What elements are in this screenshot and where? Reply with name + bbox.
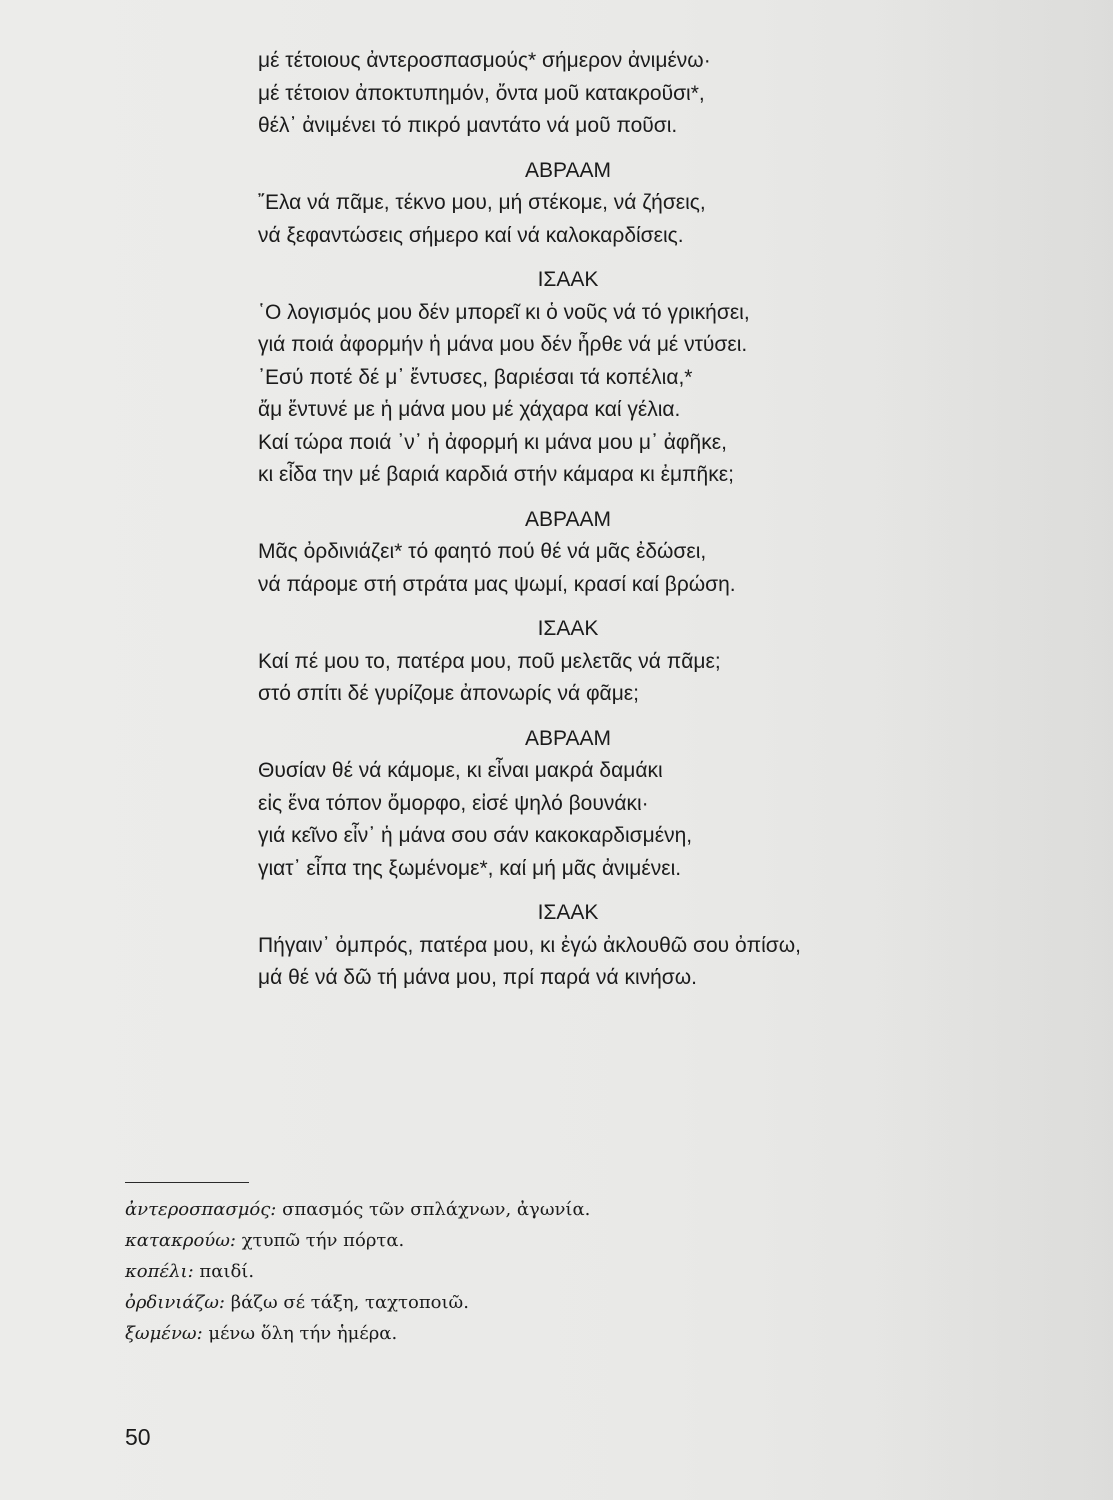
footnote-definition: μένω ὅλη τήν ἡμέρα. [208,1323,398,1344]
footnote-definition: χτυπῶ τήν πόρτα. [241,1230,405,1251]
verse-line: ῎Ελα νά πᾶμε, τέκνο μου, μή στέκομε, νά ζήσεις, [258,191,706,214]
footnote-term: κατακρούω: [125,1230,236,1251]
verse-line: γιά κεῖνο εἶν᾿ ἡ μάνα σου σάν κακοκαρδισμένη, [258,824,693,847]
verse-line: μέ τέτοιον ἀποκτυπημόν, ὄντα μοῦ κατακροῦσι*, [258,81,705,105]
footnote-definition: παιδί. [199,1261,255,1282]
verse-line: γιατ᾿ εἶπα της ξωμένομε*, καί μή μᾶς ἀνιμένει. [258,856,682,880]
speaker-heading: ΙΣΑΑΚ [537,617,599,640]
page-number: 50 [125,1424,151,1450]
verse-block [258,45,938,995]
verse-line: εἰς ἕνα τόπον ὄμορφο, εἰσέ ψηλό βουνάκι· [258,791,649,815]
verse-line: μέ τέτοιους ἀντεροσπασμούς* σήμερον ἀνιμένω· [258,49,711,72]
verse-line: ῾Ο λογισμός μου δέν μπορεῖ κι ὁ νοῦς νά τό γρικήσει, [258,300,750,324]
verse-line: μά θέ νά δῶ τή μάνα μου, πρί παρά νά κινήσω. [258,966,698,989]
verse-line: κι εἶδα την μέ βαριά καρδιά στήν κάμαρα κι ἐμπῆκε; [258,463,734,486]
footnotes [125,1194,590,1349]
footnote-term: ξωμένω: [125,1323,203,1344]
verse-line: στό σπίτι δέ γυρίζομε ἀπονωρίς νά φᾶμε; [258,682,639,705]
footnote-term: ὀρδινιάζω: [125,1292,225,1313]
speaker-heading: ΙΣΑΑΚ [537,901,599,924]
speaker-heading: ΑΒΡΑΑΜ [525,507,611,531]
footnote [125,1287,590,1318]
footnote-definition: σπασμός τῶν σπλάχνων, ἀγωνία. [282,1199,591,1220]
footnote-term: κοπέλι: [125,1261,194,1282]
footnote-definition: βάζω σέ τάξη, ταχτοποιῶ. [230,1292,469,1313]
footnote-rule [125,1182,249,1183]
verse-line: θέλ᾿ ἀνιμένει τό πικρό μαντάτο νά μοῦ ποῦσι. [258,114,678,137]
verse-line: ἄμ ἔντυνέ με ἡ μάνα μου μέ χάχαρα καί γέλια. [258,398,681,421]
footnote [125,1256,590,1287]
footnote [125,1318,590,1349]
footnote-term: ἀντεροσπασμός: [125,1199,277,1220]
speaker-heading: ΑΒΡΑΑΜ [525,726,611,750]
speaker-heading: ΙΣΑΑΚ [537,268,599,291]
footnote [125,1225,590,1256]
verse-line: Θυσίαν θέ νά κάμομε, κι εἶναι μακρά δαμάκι [258,759,663,782]
verse-line: ᾿Εσύ ποτέ δέ μ᾿ ἔντυσες, βαριέσαι τά κοπέλια,* [258,365,693,389]
verse-line: νά πάρομε στή στράτα μας ψωμί, κρασί καί βρώση. [258,572,736,596]
verse-line: Καί πέ μου το, πατέρα μου, ποῦ μελετᾶς νά πᾶμε; [258,649,721,673]
verse-line: Πήγαιν᾿ ὀμπρός, πατέρα μου, κι ἐγώ ἀκλουθῶ σου ὀπίσω, [258,933,801,957]
verse-line: γιά ποιά ἀφορμήν ἡ μάνα μου δέν ἦρθε νά μέ ντύσει. [258,333,748,356]
speaker-heading: ΑΒΡΑΑΜ [525,158,611,182]
verse-line: Μᾶς ὀρδινιάζει* τό φαητό πού θέ νά μᾶς ἐδώσει, [258,540,707,563]
footnote [125,1194,590,1225]
verse-line: νά ξεφαντώσεις σήμερο καί νά καλοκαρδίσεις. [258,223,684,247]
verse-line: Καί τώρα ποιά ᾿ν᾿ ἡ ἀφορμή κι μάνα μου μ᾿ ἀφῆκε, [258,430,727,454]
